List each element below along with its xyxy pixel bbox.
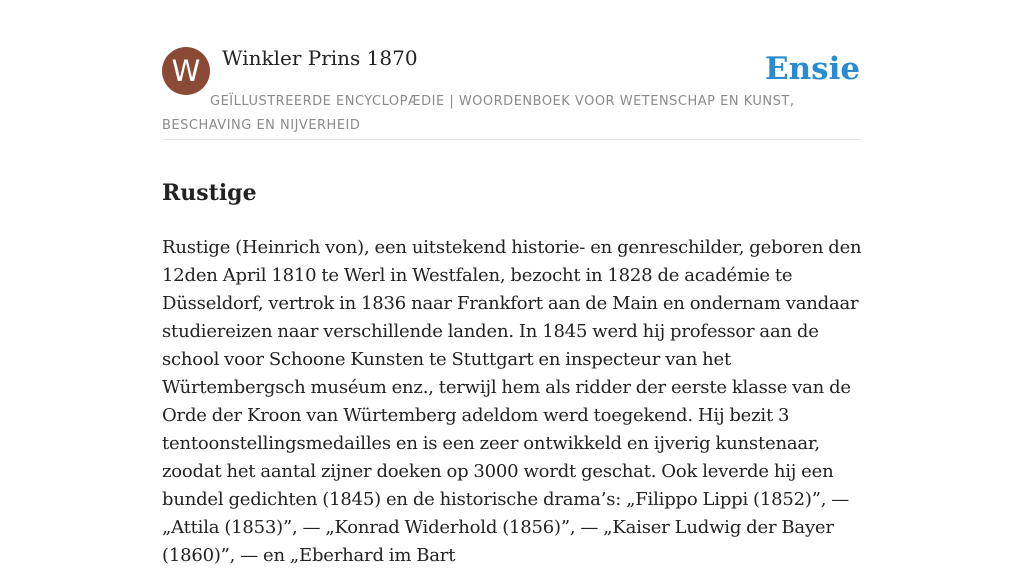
article-headword: Rustige (162, 179, 257, 206)
source-avatar[interactable]: W (162, 47, 210, 95)
source-subtitle: GEÏLLUSTREERDE ENCYCLOPÆDIE | WOORDENBOEK VOOR WETENSCHAP EN KUNST, BESCHAVING EN NIJVERHEID (162, 94, 795, 133)
source-title-link[interactable]: Winkler Prins 1870 (222, 46, 418, 70)
ensie-logo[interactable]: Ensie (765, 51, 861, 87)
article-body: Rustige (Heinrich von), een uitstekend historie- en genreschilder, geboren den 12den April 1810 te Werl in Westfalen, bezocht in 1828 de académie te Düsseldorf, vertrok in 1836 naar Frankfort aan de Main en ondernam vandaar studiereizen naar verschillende landen. In 1845 werd hij professor aan de school voor Schoone Kunsten te Stuttgart en inspecteur van het Würtembergsch muséum enz., terwijl hem als ridder der eerste klasse van de Orde der Kroon van Würtemberg adeldom werd toegekend. Hij bezit 3 tentoonstellingsmedailles en is een zeer ontwikkeld en ijverig kunstenaar, zoodat het aantal zijner doeken op 3000 wordt geschat. Ook leverde hij een bundel gedichten (1845) en de historische drama’s: „Filippo Lippi (1852)”, — „Attila (1853)”, — „Konrad Widerhold (1856)”, — „Kaiser Ludwig der Bayer (1860)”, — en „Eberhard im Bart (162, 237, 862, 566)
header-divider (162, 139, 862, 140)
